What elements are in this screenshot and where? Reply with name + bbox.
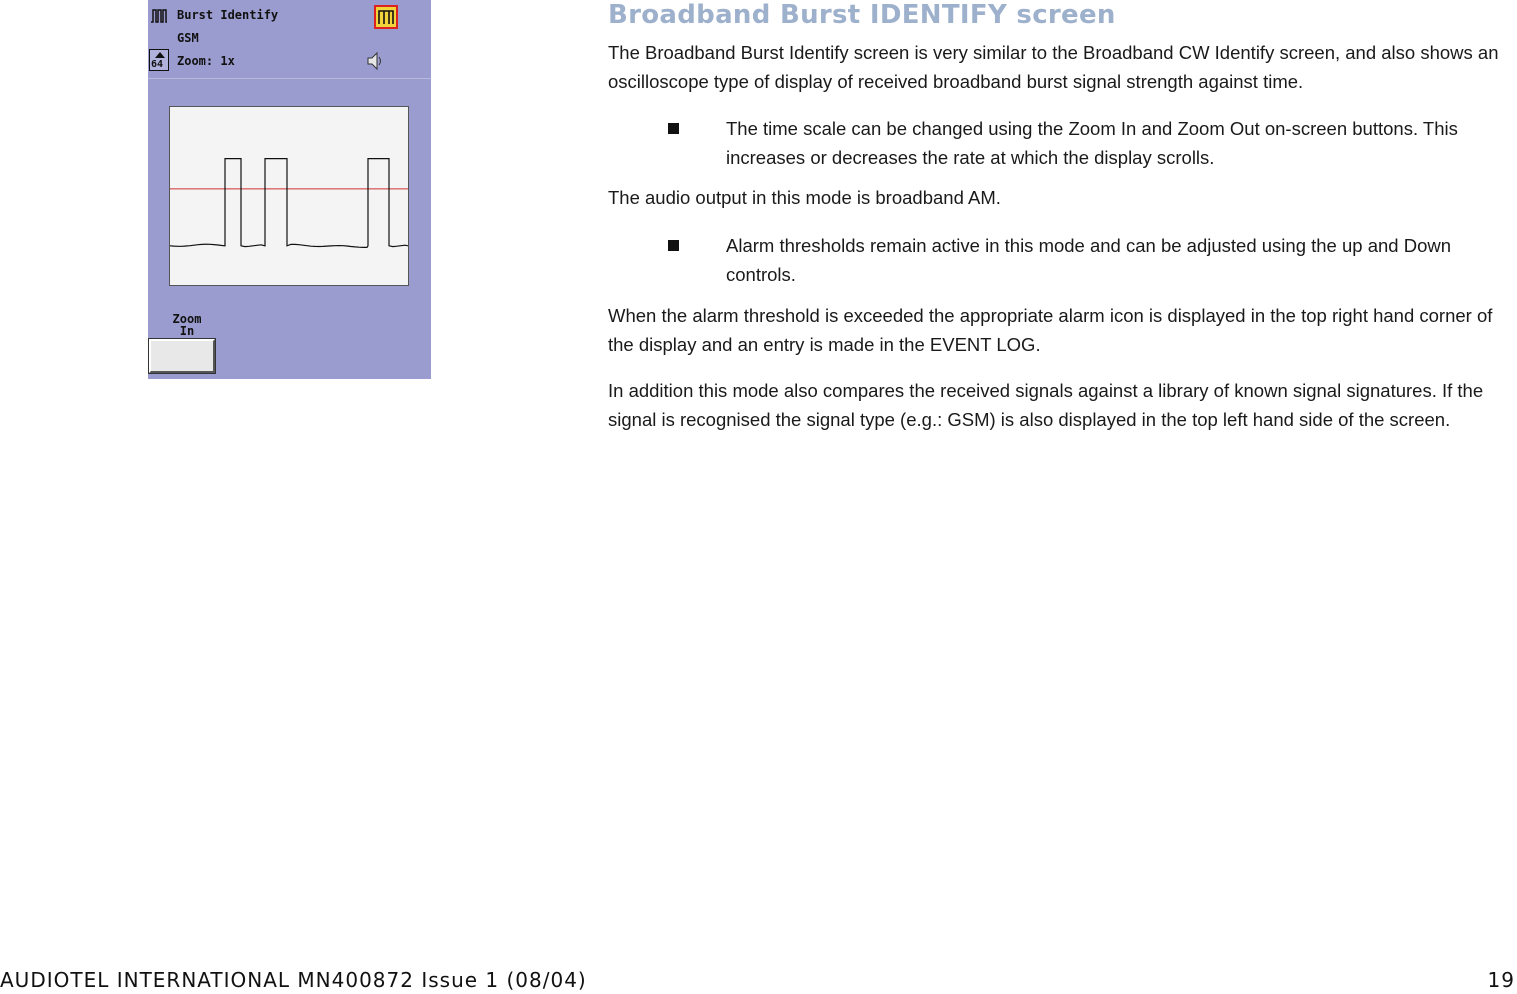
header-divider (148, 78, 431, 79)
signal-type-label: GSM (177, 31, 199, 45)
zoom-in-button[interactable] (149, 339, 215, 373)
zoom-in-label-line2: In (179, 324, 195, 338)
device-screenshot (148, 0, 431, 379)
zoom-in-label (167, 313, 207, 337)
page-number: 19 (1487, 968, 1515, 992)
bullet-square-icon (668, 240, 679, 251)
threshold-level-value: 64 (151, 59, 164, 70)
zoom-in-label-line1: Zoom (172, 312, 202, 326)
signal-trace (170, 159, 408, 248)
alarm-paragraph: When the alarm threshold is exceeded the appropriate alarm icon is displayed in the top right hand corner of the display and an entry is made in the EVENT LOG. (608, 305, 1493, 355)
audio-paragraph: The audio output in this mode is broadband AM. (608, 187, 1001, 208)
section-title: Broadband Burst IDENTIFY screen (608, 0, 1116, 30)
alarm-threshold-icon (374, 5, 398, 29)
bullet-square-icon (668, 123, 679, 134)
zoom-level-label: Zoom: 1x (177, 54, 235, 68)
footer-document-id: AUDIOTEL INTERNATIONAL MN400872 Issue 1 (08/04) (0, 968, 587, 992)
burst-pulse-icon (151, 9, 167, 23)
intro-paragraph: The Broadband Burst Identify screen is very similar to the Broadband CW Identify screen, and also shows an oscilloscope type of display of received broadband burst signal strength against time. (608, 42, 1499, 92)
signature-paragraph: In addition this mode also compares the received signals against a library of known signal signatures. If the signal is recognised the signal type (e.g.: GSM) is also displayed in the top left hand side of the screen. (608, 380, 1484, 430)
oscilloscope-display (169, 106, 409, 286)
bullet-alarm-text: Alarm thresholds remain active in this mode and can be adjusted using the up and Down controls. (726, 235, 1452, 285)
up-arrow-icon[interactable] (155, 52, 165, 58)
threshold-level-control[interactable] (149, 49, 169, 71)
mode-label: Burst Identify (177, 8, 279, 22)
speaker-icon (367, 51, 383, 71)
bullet-zoom-text: The time scale can be changed using the Zoom In and Zoom Out on-screen buttons. This increases or decreases the rate at which the display scrolls. (726, 118, 1458, 168)
